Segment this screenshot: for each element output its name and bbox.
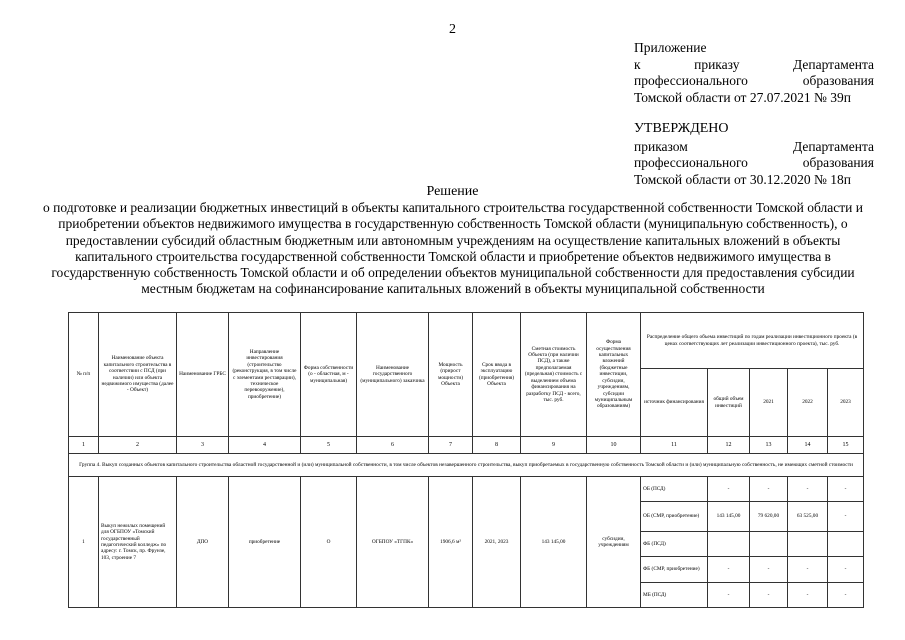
- header-num: № п/п: [69, 313, 99, 437]
- object-direction: приобретение: [229, 477, 301, 608]
- finance-2021: [750, 532, 788, 557]
- object-capacity: 1906,6 м²: [429, 477, 473, 608]
- approved-line-2: профессионального образования: [634, 155, 874, 170]
- appendix-block: [634, 40, 874, 106]
- col-number: 1: [69, 437, 99, 454]
- finance-source: ОБ (СМР, приобретение): [641, 502, 708, 532]
- finance-2021: -: [750, 583, 788, 608]
- col-number: 4: [229, 437, 301, 454]
- finance-2022: [788, 532, 828, 557]
- appendix-line-4: Томской области от 27.07.2021 № 39п: [634, 89, 851, 105]
- header-source: источник финансирования: [641, 369, 708, 437]
- object-term: 2021, 2023: [473, 477, 521, 608]
- object-ownership: О: [301, 477, 357, 608]
- header-2023: 2023: [828, 369, 864, 437]
- object-name: Выкуп нежилых помещений для ОГБПОУ «Томский государственный педагогический колледж» по адресу: г. Томск, пр. Фрунзе, 103, строение 7: [99, 477, 177, 608]
- col-number: 6: [357, 437, 429, 454]
- col-number: 2: [99, 437, 177, 454]
- object-form: субсидии, учреждениям: [587, 477, 641, 608]
- header-term: Срок ввода в эксплуатацию (приобретения) Объекта: [473, 313, 521, 437]
- finance-total: -: [708, 557, 750, 583]
- finance-2022: -: [788, 583, 828, 608]
- approved-line-1: приказом Департамента: [634, 138, 874, 154]
- appendix-line-2: к приказу Департамента: [634, 56, 875, 72]
- finance-2023: [828, 532, 864, 557]
- finance-total: [708, 532, 750, 557]
- col-number: 15: [828, 437, 864, 454]
- finance-total: 143 145,00: [708, 502, 750, 532]
- header-cost: Сметная стоимость Объекта (при наличии ПСД), а также предполагаемая (предельная) стоимость с выделением объема финансирования на разработку ПСД - всего, тыс. руб.: [521, 313, 587, 437]
- header-distribution: Распределение общего объема инвестиций по годам реализации инвестиционного проекта (в ценах соответствующих лет реализации инвестиционного проекта), тыс. руб.: [641, 313, 864, 369]
- object-grbs: ДПО: [177, 477, 229, 608]
- decision-text: о подготовке и реализации бюджетных инвестиций в объекты капитального строительства государственной собственности Томской области и приобретении объектов недвижимого имущества в государственную собственность Томской области (муниципальную собственность), о предоставлении субсидий областным бюджетным или автономным учреждениям на осуществление капитальных вложений в объекты капитального строительства государственной собственности Томской области и приобретение объектов недвижимого имущества в государственную собственность Томской области и об определении объектов муниципальной собственности для предоставления субсидии местным бюджетам на софинансирование капитальных вложений в объекты муниципальной собственности: [43, 200, 863, 297]
- finance-2022: 63 525,00: [788, 502, 828, 532]
- header-2022: 2022: [788, 369, 828, 437]
- column-numbers-row: [69, 437, 864, 454]
- header-capacity: Мощность (прирост мощности) Объекта: [429, 313, 473, 437]
- approved-block: [634, 121, 874, 188]
- finance-2022: -: [788, 557, 828, 583]
- finance-source: МБ (ПСД): [641, 583, 708, 608]
- approved-header: УТВЕРЖДЕНО: [634, 121, 729, 136]
- object-customer: ОГБПОУ «ТГПК»: [357, 477, 429, 608]
- col-number: 10: [587, 437, 641, 454]
- object-row: [69, 477, 864, 502]
- finance-2023: -: [828, 557, 864, 583]
- col-number: 5: [301, 437, 357, 454]
- appendix-label: Приложение: [634, 40, 707, 55]
- finance-2023: -: [828, 477, 864, 502]
- header-object-name: Наименование объекта капитального строительства в соответствии с ПСД (при наличии) или объекта недвижимого имущества (далее - Объект): [99, 313, 177, 437]
- object-num: 1: [69, 477, 99, 608]
- investment-table: [68, 312, 864, 608]
- finance-2021: -: [750, 477, 788, 502]
- page-number: 2: [449, 22, 456, 37]
- col-number: 9: [521, 437, 587, 454]
- finance-2021: -: [750, 557, 788, 583]
- finance-source: ФБ (ПСД): [641, 532, 708, 557]
- col-number: 7: [429, 437, 473, 454]
- header-2021: 2021: [750, 369, 788, 437]
- header-direction: Направление инвестирования (строительство (реконструкция, в том числе с элементами реставрации), техническое перевооружение), приобретение): [229, 313, 301, 437]
- decision-title: Решение: [426, 184, 479, 199]
- header-customer: Наименование государственного (муниципального) заказчика: [357, 313, 429, 437]
- appendix-line-3: профессионального образования: [634, 73, 874, 88]
- finance-source: ФБ (СМР, приобретение): [641, 557, 708, 583]
- header-form: Форма осуществления капитальных вложений (бюджетные инвестиции, субсидии, учреждениям, субсидии муниципальным образованиям): [587, 313, 641, 437]
- object-cost: 143 145,00: [521, 477, 587, 608]
- header-grbs: Наименование ГРБС: [177, 313, 229, 437]
- col-number: 8: [473, 437, 521, 454]
- col-number: 13: [750, 437, 788, 454]
- col-number: 3: [177, 437, 229, 454]
- finance-2021: 79 620,00: [750, 502, 788, 532]
- group-row: [69, 454, 864, 477]
- header-total: общий объем инвестиций: [708, 369, 750, 437]
- finance-2023: -: [828, 502, 864, 532]
- header-ownership: Форма собственности (о - областная, м - муниципальная): [301, 313, 357, 437]
- finance-total: -: [708, 477, 750, 502]
- col-number: 11: [641, 437, 708, 454]
- approved-line-3: Томской области от 30.12.2020 № 18п: [634, 171, 851, 187]
- header-row-1: [69, 313, 864, 369]
- finance-total: -: [708, 583, 750, 608]
- finance-2022: -: [788, 477, 828, 502]
- finance-2023: -: [828, 583, 864, 608]
- col-number: 12: [708, 437, 750, 454]
- group-title: Группа 4. Выкуп созданных объектов капитального строительства областной государственной и (или) муниципальной собственности, в том числе объектов незавершенного строительства, выкуп приобретаемых в государственную собственность Томской области и (или) муниципальную собственность, не имеющих сметной стоимости: [69, 454, 864, 477]
- col-number: 14: [788, 437, 828, 454]
- finance-source: ОБ (ПСД): [641, 477, 708, 502]
